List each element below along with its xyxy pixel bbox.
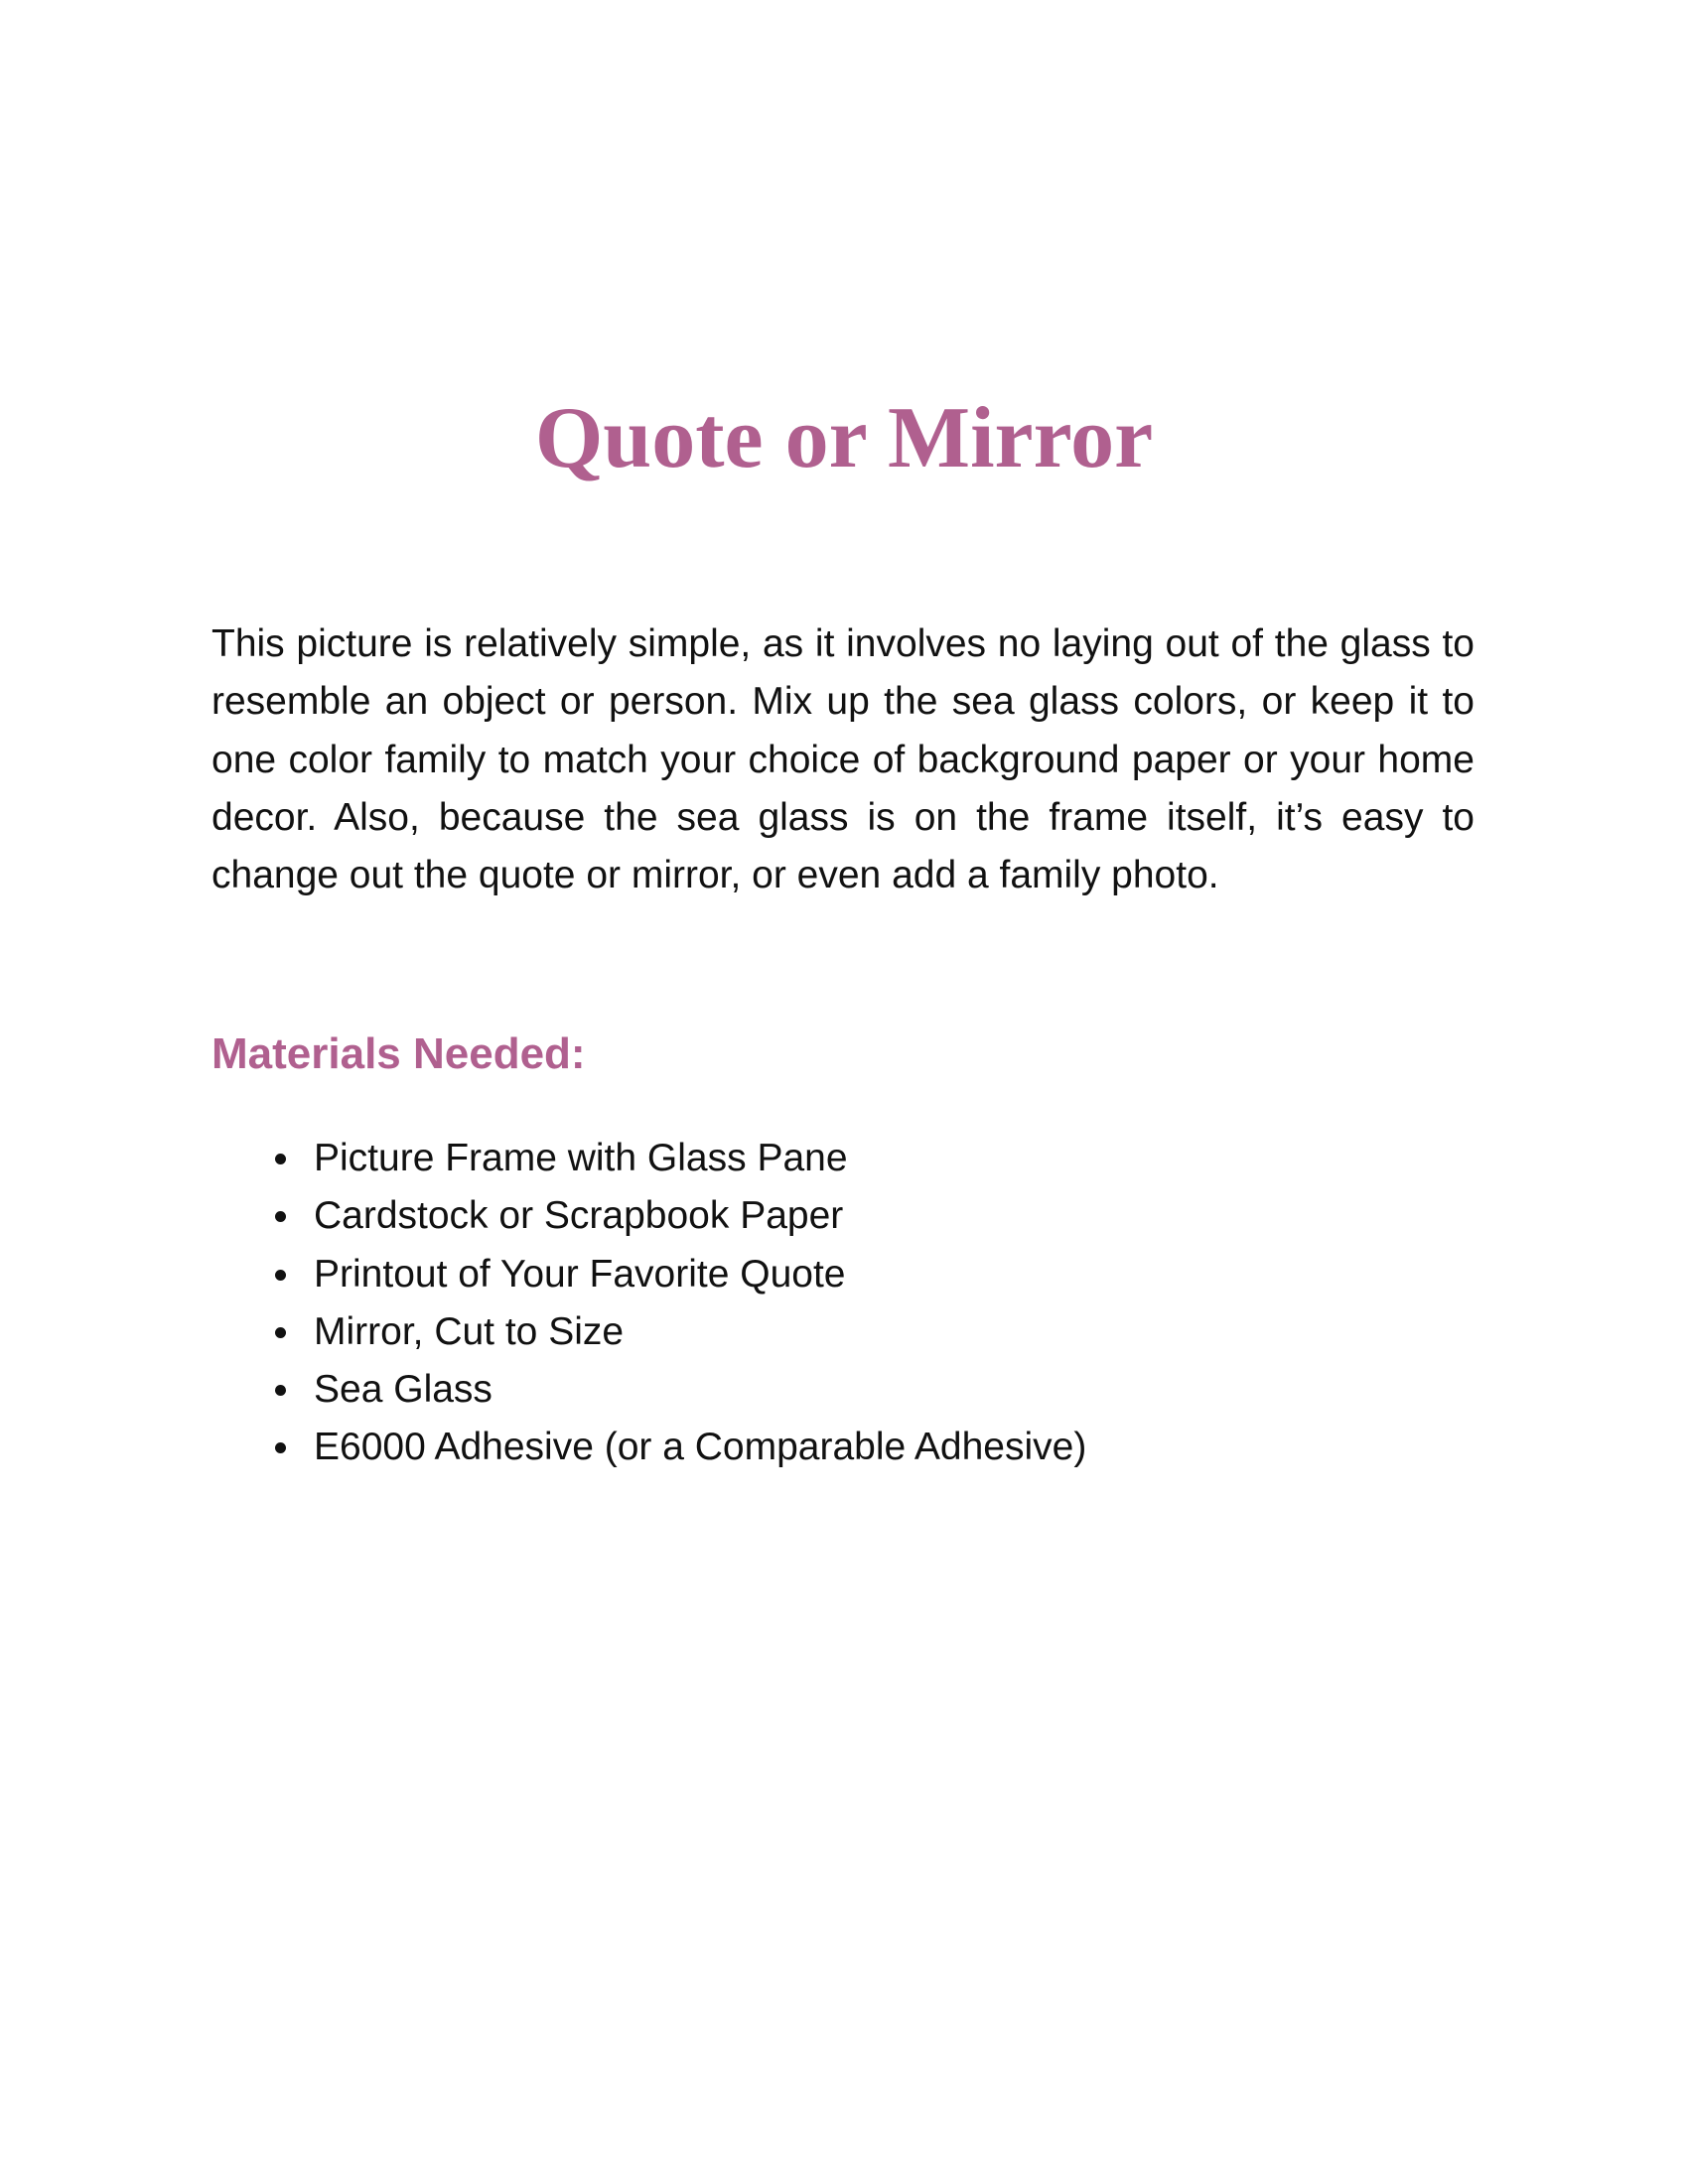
bullet-icon <box>275 1385 286 1396</box>
page-title: Quote or Mirror <box>534 390 1154 486</box>
bullet-icon <box>275 1442 286 1453</box>
list-item-text: Picture Frame with Glass Pane <box>314 1137 848 1179</box>
list-item <box>211 1187 1086 1245</box>
materials-heading: Materials Needed: <box>211 1029 586 1078</box>
list-item <box>211 1303 1086 1361</box>
intro-paragraph: This picture is relatively simple, as it involves no laying out of the glass to resemble an object or person. Mix up the sea glass colors, or keep it to one color family to match your choice of background paper or your home decor. Also, because the sea glass is on the frame itself, it’s easy to change out the quote or mirror, or even add a family photo. <box>211 622 1475 897</box>
materials-list <box>211 1130 1086 1477</box>
bullet-icon <box>275 1154 286 1164</box>
list-item-text: E6000 Adhesive (or a Comparable Adhesive) <box>314 1426 1087 1469</box>
bullet-icon <box>275 1327 286 1338</box>
list-item <box>211 1419 1086 1476</box>
list-item <box>211 1130 1086 1187</box>
bullet-icon <box>275 1270 286 1281</box>
list-item <box>211 1246 1086 1303</box>
list-item <box>211 1361 1086 1419</box>
list-item-text: Cardstock or Scrapbook Paper <box>314 1194 844 1238</box>
list-item-text: Sea Glass <box>314 1368 492 1412</box>
list-item-text: Mirror, Cut to Size <box>314 1309 625 1353</box>
list-item-text: Printout of Your Favorite Quote <box>314 1252 846 1296</box>
bullet-icon <box>275 1211 286 1222</box>
